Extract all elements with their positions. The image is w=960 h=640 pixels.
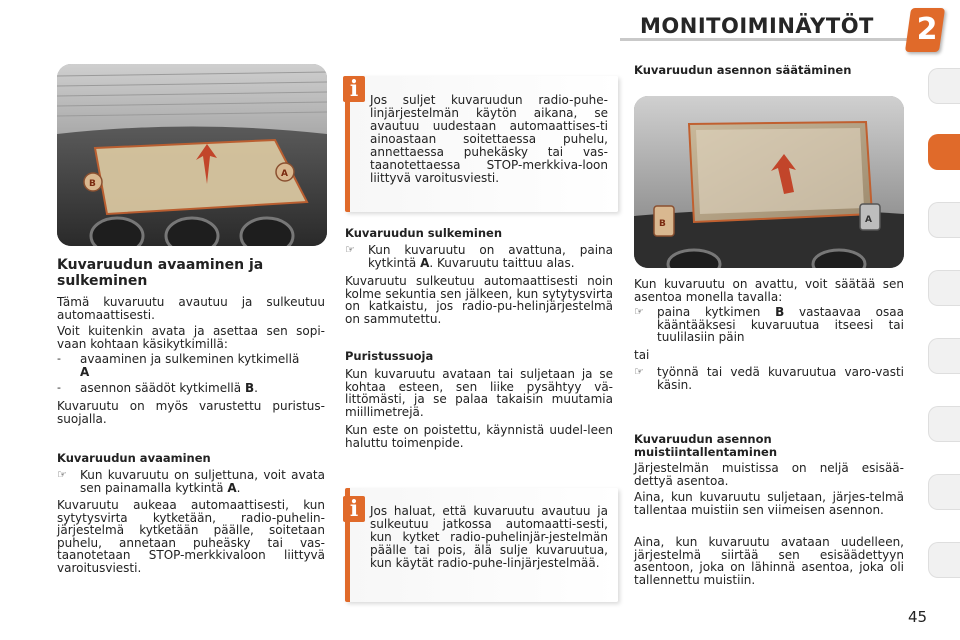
switch-label-b: B [659,219,666,229]
list-dash: - [57,352,61,365]
dashboard-illustration [57,64,327,246]
switch-key: A [80,364,90,379]
paragraph: Aina, kun kuvaruutu avataan uudelleen, järjestelmä siirtää sen esisäädettyyn asentoon, joka on lähinnä asentoa, joka oli tallennettu muistiin. [634,535,904,587]
subheading-open: Kuvaruudun avaaminen [57,451,211,465]
switch-label-a: A [865,215,872,225]
bullet-text: paina kytkimen [657,305,761,319]
chapter-tab[interactable] [928,270,960,306]
list-item [57,382,325,396]
punctuation: . [236,480,241,495]
bullet-text-end: vastaavaa osaa kääntääksesi kuvaruutua itseesi tai tuulilasiin päin [657,305,904,344]
chapter-tab[interactable] [928,542,960,578]
page-title: MONITOIMINÄYTÖT [640,14,874,38]
screen-illustration [634,96,904,268]
bullet-item [634,306,904,344]
paragraph: Kuvaruutu sulkeutuu automaattisesti noin kolme sekuntia sen jälkeen, kun sytytysvirta on katkaistu, jos radio-pu-helinjärjestelmä on sammutettu. [345,274,613,326]
paragraph: Kun este on poistettu, käynnistä uudel-leen haluttu toimenpide. [345,423,613,450]
chapter-tabs [928,68,960,628]
switch-key: A [227,480,237,495]
list-text: asennon säädöt kytkimellä [80,381,242,395]
chapter-tab[interactable] [928,338,960,374]
chapter-tab[interactable] [928,68,960,104]
punctuation: . [254,381,258,395]
paragraph: Tämä kuvaruutu avautuu ja sulkeutuu automaattisesti. [57,295,325,322]
chapter-tab-active[interactable] [928,134,960,170]
subheading-close: Kuvaruudun sulkeminen [345,226,503,240]
chapter-tab[interactable] [928,474,960,510]
hand-pointer-icon: ☞ [634,365,644,378]
switch-key: B [775,305,785,319]
paragraph: Järjestelmän muistissa on neljä esisää-dettyä asentoa. [634,461,904,488]
switch-label-b: B [89,179,96,189]
paragraph: Kuvaruutu aukeaa automaattisesti, kun sytytysvirta kytketään, radio-puhelin-järjestelmä kytketään päälle, soitetaan puhelu, annetaan puheäsky tai vas-taanotetaan STOP-merkkivaloon liittyvä varoitusviesti. [57,498,325,575]
subheading-adjust: Kuvaruudun asennon säätäminen [634,63,852,77]
bullet-text-end: . Kuvaruutu taittuu alas. [429,255,575,270]
bullet-item [345,244,613,270]
dashboard-photo-open [634,96,904,268]
chapter-tab[interactable] [928,202,960,238]
info-icon: i [343,76,365,102]
info-text: Jos haluat, että kuvaruutu avautuu ja sulkeutuu jatkossa automaatti-sesti, kun kytket radio-puhelinjär-jestelmän päälle tai pois, älä sulje kuvaruutua, kun käytät radio-puhe-linjärjestelmää. [370,504,608,570]
info-icon: i [343,496,365,522]
paragraph: Kun kuvaruutu avataan tai suljetaan ja se kohtaa esteen, sen liike pysähtyy vä-littömästi, ja se palaa takaisin muutamia miillimetrejä. [345,367,613,419]
or-text: tai [634,348,650,362]
info-text: Jos suljet kuvaruudun radio-puhe-linjärjestelmän käytön aikana, se avautuu uudestaan automaattises-ti ainoastaan soitettaessa puhelu, annettaessa puhekäsky tai vas-taanotettaessa STOP-merkkiva-loon liittyvä varoitusviesti. [370,93,608,185]
paragraph: Kuvaruutu on myös varustettu puristus-suojalla. [57,399,325,426]
page-number: 45 [908,608,928,626]
section-heading-open-close: Kuvaruudun avaaminen ja sulkeminen [57,257,264,289]
chapter-tab[interactable] [928,406,960,442]
paragraph: Kun kuvaruutu on avattu, voit säätää sen asentoa monella tavalla: [634,277,904,304]
dashboard-photo-closed [57,64,327,246]
list-text: avaaminen ja sulkeminen kytkimellä [80,352,300,366]
bullet-item [57,469,325,495]
bullet-text: työnnä tai vedä kuvaruutua varo-vasti käsin. [657,365,904,392]
subheading-memory: Kuvaruudun asennon muistiintallentaminen [634,432,778,459]
hand-pointer-icon: ☞ [634,305,644,318]
subheading-pinch: Puristussuoja [345,349,434,363]
list-dash: - [57,381,61,394]
hand-pointer-icon: ☞ [345,243,355,256]
switch-label-a: A [281,169,288,179]
bullet-text: Kun kuvaruutu on suljettuna, voit avata sen painamalla kytkintä [80,468,325,495]
header-rule [620,38,915,41]
switch-key: B [244,381,255,395]
switch-key: A [420,255,430,270]
bullet-text: Kun kuvaruutu on avattuna, paina kytkintä [368,243,613,270]
list-item [57,353,325,379]
chapter-number: 2 [916,12,938,47]
bullet-item [634,366,904,392]
paragraph: Voit kuitenkin avata ja asettaa sen sopi-vaan kohtaan käsikytkimillä: [57,324,325,351]
hand-pointer-icon: ☞ [57,468,67,481]
paragraph: Aina, kun kuvaruutu suljetaan, järjes-telmä tallentaa muistiin sen viimeisen asennon. [634,490,904,517]
